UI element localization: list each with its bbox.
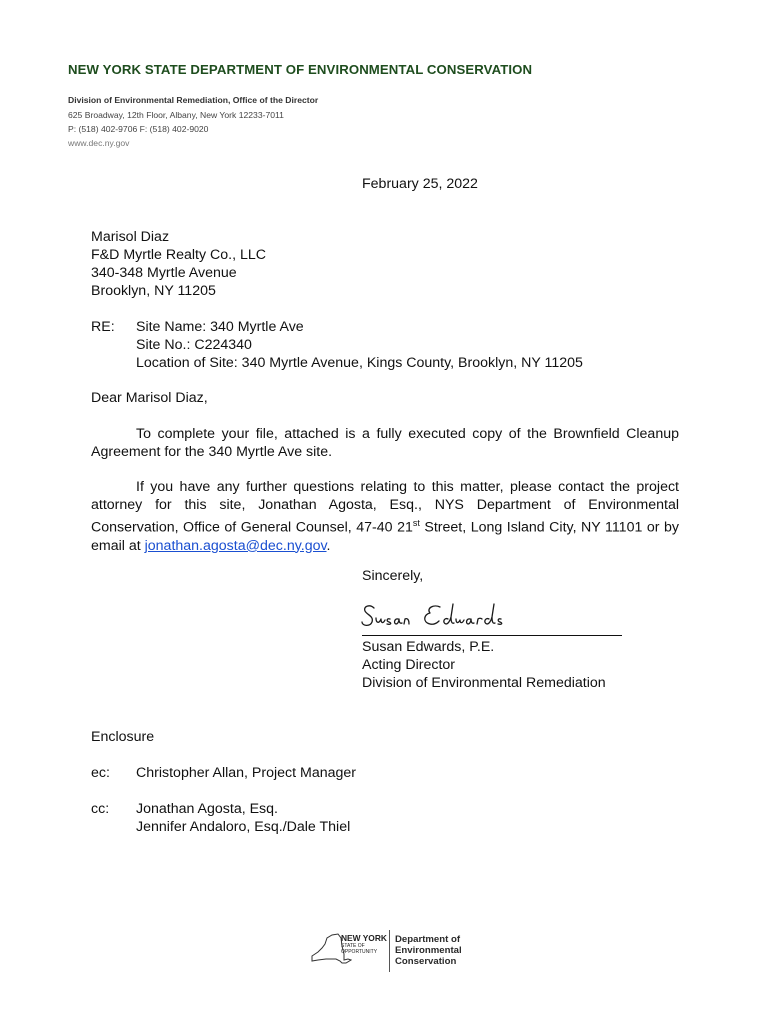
re-site-number: Site No.: C224340 [136,337,252,353]
agency-address: 625 Broadway, 12th Floor, Albany, New York 12233-7011 [68,110,284,120]
recipient-company: F&D Myrtle Realty Co., LLC [91,247,267,263]
signer-division: Division of Environmental Remediation [362,675,606,691]
re-site-name: Site Name: 340 Myrtle Ave [136,319,304,335]
ny-line-1: NEW YORK [341,933,387,943]
cc-list [136,800,350,836]
email-link[interactable]: jonathan.agosta@dec.ny.gov [144,537,327,554]
agency-name: NEW YORK STATE DEPARTMENT OF ENVIRONMENTAL CONSERVATION [68,62,533,77]
signer-name: Susan Edwards, P.E. [362,639,495,655]
re-label: RE: [91,319,115,335]
cc-label: cc: [91,801,110,817]
footer-logo [308,930,468,974]
ec-label: ec: [91,765,110,781]
ordinal-suffix: st [412,518,420,528]
agency-website: www.dec.ny.gov [68,138,130,148]
recipient-name: Marisol Diaz [91,229,170,245]
dept-line-1: Department of [395,934,461,945]
ny-line-3: OPPORTUNITY [341,949,378,955]
cc-name-1: Jonathan Agosta, Esq. [136,801,278,817]
cc-name-2: Jennifer Andaloro, Esq./Dale Thiel [136,819,351,835]
ny-opportunity-mark [341,934,387,955]
paragraph-2-before: If you have any further questions relating to this matter, please contact the project attorney for this site, Jonathan Agosta, Esq., NYS Department of Environmental Conservation, Office of General Counsel, 47-40 21 [91,479,679,536]
closing: Sincerely, [362,568,424,584]
paragraph-2-after: Street, Long Island City, NY 11101 or by email at [91,519,680,554]
signer-block [362,638,606,692]
footer-divider [389,930,390,972]
paragraph-2-text [91,478,679,555]
recipient-city: Brooklyn, NY 11205 [91,283,216,299]
dept-line-2: Environmental [395,945,462,956]
re-block [136,318,583,372]
signature-line [362,635,622,636]
recipient-street: 340-348 Myrtle Avenue [91,265,237,281]
division-name: Division of Environmental Remediation, Office of the Director [68,95,319,105]
paragraph-1 [91,425,679,461]
ny-line-2: STATE OF [341,943,365,949]
letter-date: February 25, 2022 [362,176,478,192]
enclosure-note: Enclosure [91,729,155,745]
salutation: Dear Marisol Diaz, [91,390,208,406]
agency-phone-fax: P: (518) 402-9706 F: (518) 402-9020 [68,124,209,134]
paragraph-2 [91,478,679,555]
handwritten-signature [360,598,530,634]
paragraph-2-end: . [326,537,331,554]
dept-wordmark [395,934,462,967]
recipient-block [91,228,266,300]
dept-line-3: Conservation [395,956,457,967]
signer-title: Acting Director [362,657,456,673]
re-site-location: Location of Site: 340 Myrtle Avenue, Kings County, Brooklyn, NY 11205 [136,355,583,371]
ec-name: Christopher Allan, Project Manager [136,765,357,781]
paragraph-1-text: To complete your file, attached is a fully executed copy of the Brownfield Cleanup Agreement for the 340 Myrtle Ave site. [91,426,679,460]
